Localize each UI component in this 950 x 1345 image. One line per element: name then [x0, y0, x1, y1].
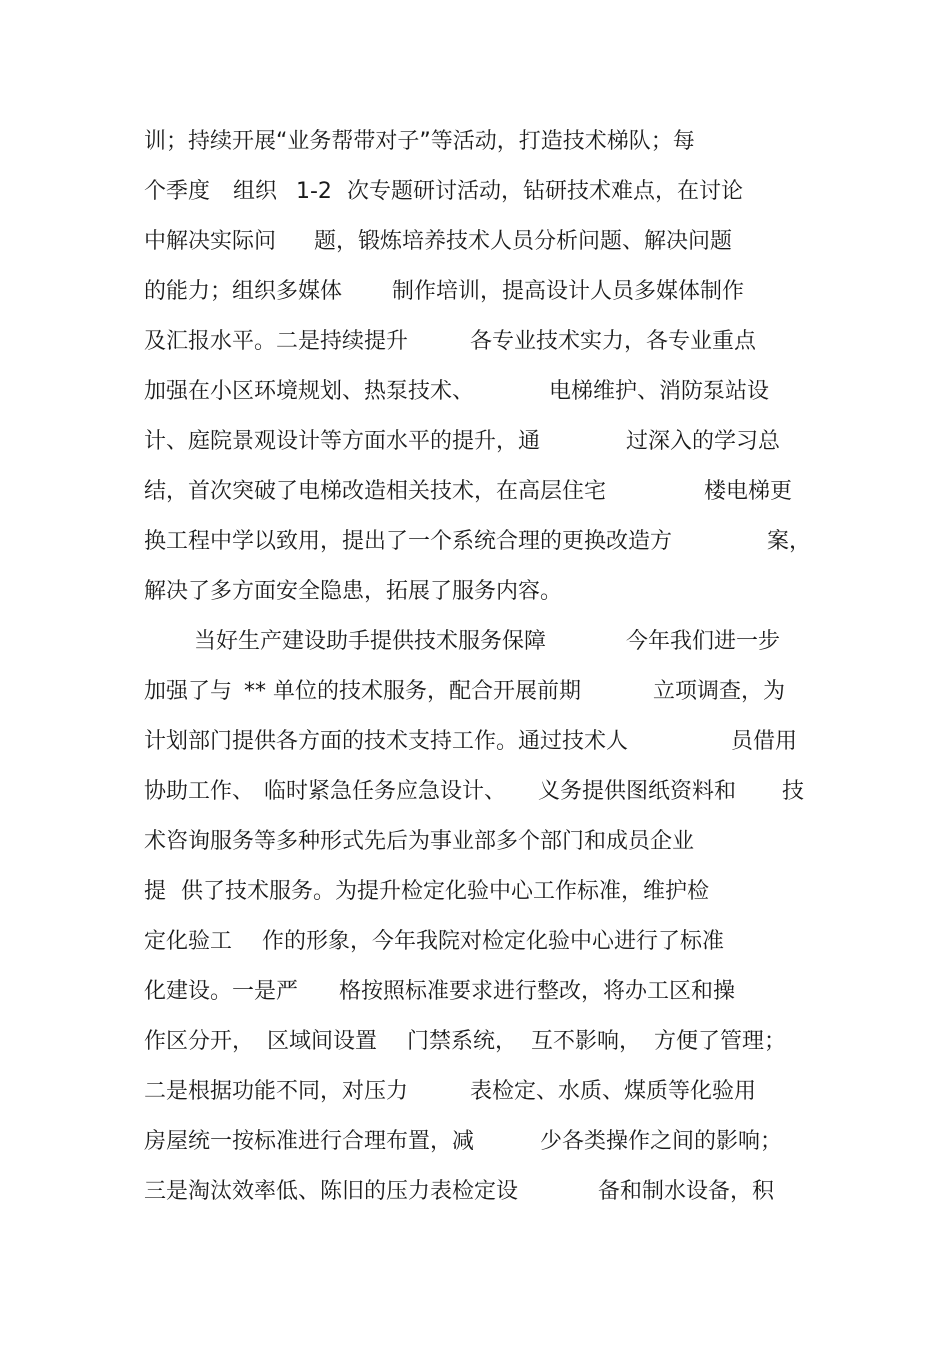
text-segment: 计划部门提供各方面的技术支持工作。通过技术人 — [144, 729, 629, 754]
text-line — [0, 976, 736, 1008]
text-segment: 互不影响， — [531, 1029, 642, 1054]
text-segment: 次专题研讨活动，钻研技术难点，在讨论 — [347, 179, 744, 204]
text-segment: 解决了多方面安全隐患，拓展了服务内容。 — [144, 579, 563, 604]
text-line — [0, 426, 781, 458]
text-segment: 计、庭院景观设计等方面水平的提升，通 — [144, 429, 541, 454]
text-segment: ** 单位的技术服务，配合开展前期 — [244, 679, 581, 704]
text-segment: 作区分开， — [144, 1029, 255, 1054]
text-segment: 义务提供图纸资料和 — [538, 779, 737, 804]
text-segment: 区域间设置 — [267, 1029, 378, 1054]
text-line — [0, 726, 798, 758]
text-segment: 的能力；组织多媒体 — [144, 279, 343, 304]
text-segment: 二是根据功能不同，对压力 — [144, 1079, 409, 1104]
text-segment: 今年我们进一步 — [626, 629, 781, 654]
text-segment: 员借用 — [731, 729, 798, 754]
text-segment: 各专业技术实力，各专业重点 — [470, 329, 757, 354]
text-segment: 术咨询服务等多种形式先后为事业部多个部门和成员企业 — [144, 829, 695, 854]
text-segment: 临时紧急任务应急设计、 — [264, 779, 507, 804]
text-segment: 定化验工 — [144, 929, 233, 954]
text-line — [0, 1026, 787, 1058]
text-line — [0, 126, 695, 158]
text-segment: 作的形象，今年我院对检定化验中心进行了标准 — [262, 929, 725, 954]
text-line — [0, 626, 781, 658]
text-segment: 供了技术服务。为提升检定化验中心工作标准，维护检 — [181, 879, 710, 904]
text-segment: 三是淘汰效率低、陈旧的压力表检定设 — [144, 1179, 519, 1204]
text-segment: 楼电梯更 — [704, 479, 793, 504]
text-segment: 制作培训，提高设计人员多媒体制作 — [392, 279, 745, 304]
text-line — [0, 826, 695, 858]
text-line — [0, 476, 793, 508]
text-line — [0, 1126, 783, 1158]
text-line — [0, 776, 805, 808]
text-segment: 组织 — [233, 179, 278, 204]
text-segment: 方便了管理； — [654, 1029, 787, 1054]
text-line — [0, 676, 786, 708]
text-line — [0, 376, 770, 408]
text-segment: 表检定、水质、煤质等化验用 — [470, 1079, 757, 1104]
text-segment: 加强在小区环境规划、热泵技术、 — [144, 379, 475, 404]
text-line — [0, 176, 744, 208]
text-segment: 门禁系统， — [407, 1029, 518, 1054]
text-line — [0, 576, 563, 608]
text-line — [0, 926, 725, 958]
text-line — [0, 526, 812, 558]
text-segment: 训；持续开展“业务帮带对子”等活动，打造技术梯队；每 — [144, 129, 695, 154]
text-segment: 化建设。一是严 — [144, 979, 299, 1004]
text-segment: 结，首次突破了电梯改造相关技术，在高层住宅 — [144, 479, 607, 504]
text-segment: 个季度 — [144, 179, 211, 204]
text-segment: 房屋统一按标准进行合理布置，减 — [144, 1129, 475, 1154]
text-segment: 题，锻炼培养技术人员分析问题、解决问题 — [314, 229, 733, 254]
text-segment: 加强了与 — [144, 679, 233, 704]
text-line — [0, 1076, 757, 1108]
text-segment: 及汇报水平。二是持续提升 — [144, 329, 409, 354]
text-segment: 少各类操作之间的影响； — [540, 1129, 783, 1154]
text-segment: 技 — [782, 779, 805, 804]
text-line — [0, 326, 757, 358]
text-segment: 当好生产建设助手提供技术服务保障 — [194, 629, 547, 654]
text-segment: 过深入的学习总 — [626, 429, 781, 454]
text-segment: 格按照标准要求进行整改，将办工区和操 — [339, 979, 736, 1004]
text-segment: 换工程中学以致用，提出了一个系统合理的更换改造方 — [144, 529, 673, 554]
text-segment: 提 — [144, 879, 167, 904]
text-segment: 中解决实际问 — [144, 229, 277, 254]
text-segment: 立项调查，为 — [653, 679, 786, 704]
text-line — [0, 876, 710, 908]
text-segment: 1-2 — [296, 179, 332, 204]
text-line — [0, 276, 745, 308]
text-segment: 协助工作、 — [144, 779, 255, 804]
text-segment: 电梯维护、消防泵站设 — [549, 379, 770, 404]
text-line — [0, 1176, 775, 1208]
text-segment: 备和制水设备，积 — [598, 1179, 775, 1204]
text-segment: 案， — [767, 529, 812, 554]
text-line — [0, 226, 733, 258]
